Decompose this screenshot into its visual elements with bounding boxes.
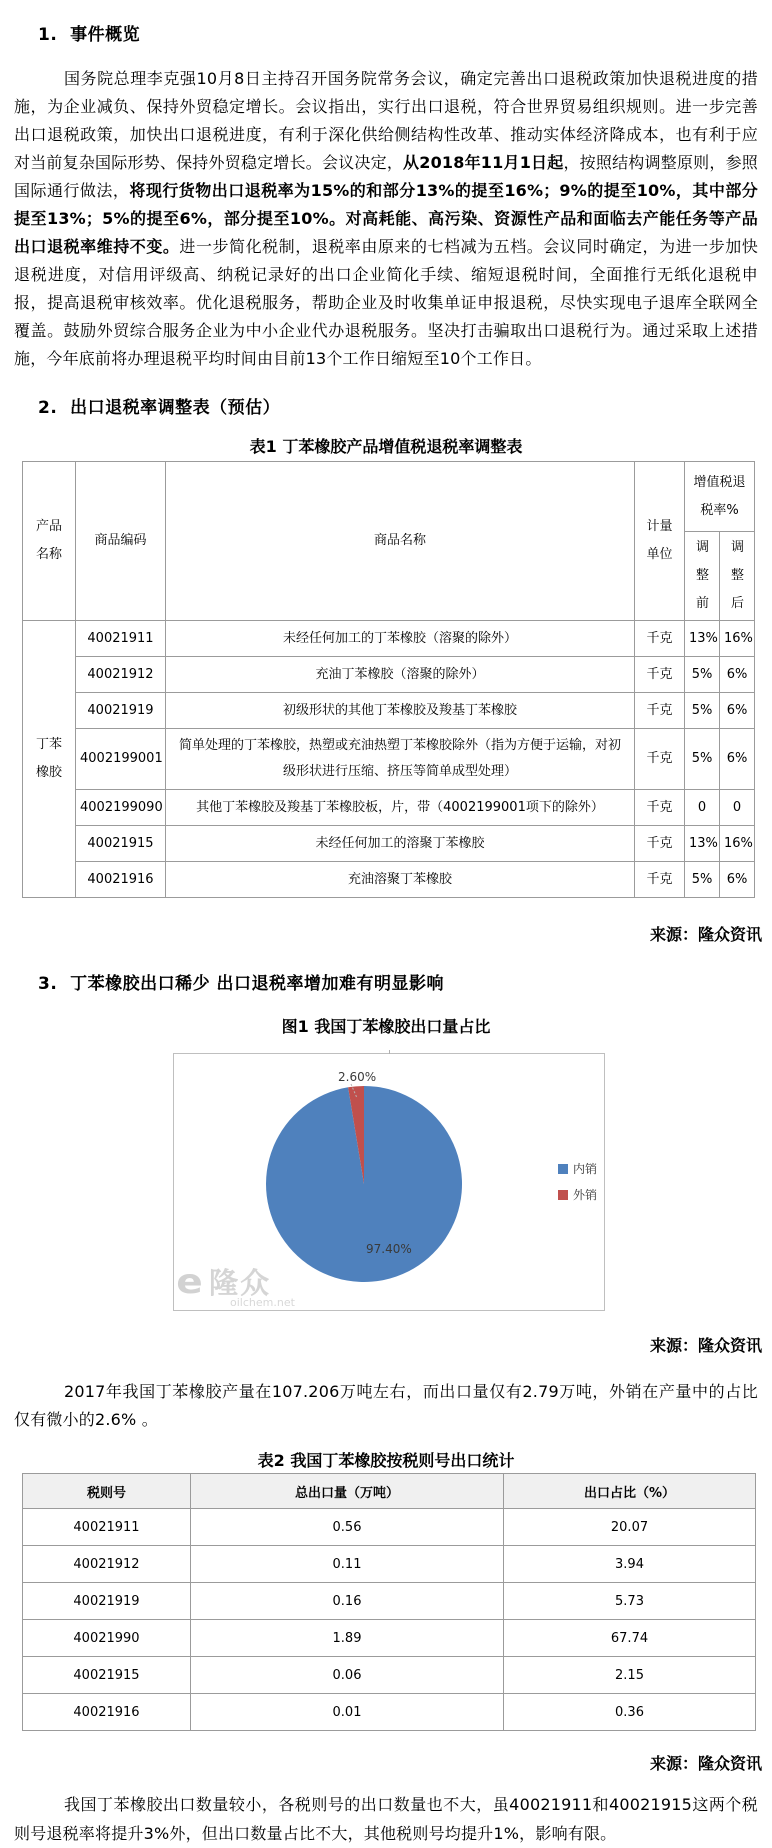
table1-header-unit: 计量单位 [635, 462, 685, 621]
table1-cell-unit: 千克 [635, 729, 685, 790]
conclusion-paragraph: 我国丁苯橡胶出口数量较小，各税则号的出口数量也不大，虽40021911和40021915这两个税则号退税率将提升3%外，但出口数量占比不大，其他税则号均提升1%，影响有限。 [14, 1795, 758, 1843]
section-2-heading: 2. 出口退税率调整表（预估） [38, 398, 281, 418]
table2-cell-1: 0.16 [191, 1583, 504, 1620]
watermark-logo-text: 隆众 [209, 1266, 272, 1300]
table1-header-after: 调整后 [720, 532, 755, 621]
table1-cell-name: 充油溶聚丁苯橡胶 [166, 862, 635, 898]
table2-cell-0: 40021915 [23, 1657, 191, 1694]
table2-cell-1: 0.11 [191, 1546, 504, 1583]
para1-seg-2: ，按照结构调整原则，参照国际通行做法， [14, 153, 758, 200]
table1-cell-before: 13% [685, 826, 720, 862]
table2-row [23, 1583, 756, 1620]
table2-caption: 表2 我国丁苯橡胶按税则号出口统计 [257, 1451, 515, 1470]
production-export-paragraph: 2017年我国丁苯橡胶产量在107.206万吨左右，而出口量仅有2.79万吨，外销在产量中的占比仅有微小的2.6% 。 [14, 1382, 758, 1429]
table2-cell-2: 20.07 [504, 1509, 756, 1546]
table1-cell-after: 6% [720, 657, 755, 693]
table1-cell-name: 未经任何加工的丁苯橡胶（溶聚的除外） [166, 621, 635, 657]
table1-row [23, 729, 755, 790]
table1-cell-name: 初级形状的其他丁苯橡胶及羧基丁苯橡胶 [166, 693, 635, 729]
pie-datalabel-domestic: 97.40% [366, 1242, 412, 1256]
table1-cell-unit: 千克 [635, 826, 685, 862]
table1-cell-code: 4002199001 [76, 729, 166, 790]
table1-header-vat-rate: 增值税退税率% [685, 462, 755, 532]
table1-cell-code: 40021915 [76, 826, 166, 862]
table1-row [23, 826, 755, 862]
table1-header-code: 商品编码 [76, 462, 166, 621]
table2-cell-2: 2.15 [504, 1657, 756, 1694]
table1-cell-code: 4002199090 [76, 790, 166, 826]
table2-cell-2: 3.94 [504, 1546, 756, 1583]
table1-cell-code: 40021912 [76, 657, 166, 693]
table1-cell-code: 40021911 [76, 621, 166, 657]
table2-header [23, 1474, 756, 1509]
para1-seg-4: 进一步简化税制，退税率由原来的七档减为五档。会议同时确定，为进一步加快退税进度，对信用评级高、纳税记录好的出口企业简化手续、缩短退税时间，全面推行无纸化退税申报，提高退税审核效率。优化退税服务，帮助企业及时收集单证申报退税，尽快实现电子退库全联网全覆盖。鼓励外贸综合服务企业为中小企业代办退税服务。坚决打击骗取出口退税行为。通过采取上述措施，今年底前将办理退税平均时间由目前13个工作日缩短至10个工作日。 [14, 237, 758, 368]
table1-cell-code: 40021919 [76, 693, 166, 729]
table1-row [23, 693, 755, 729]
table1-cell-before: 5% [685, 729, 720, 790]
table1-header-product: 产品名称 [23, 462, 76, 621]
table2-header-share: 出口占比（%） [504, 1474, 756, 1509]
table2-row [23, 1546, 756, 1583]
watermark-logo-e: e [176, 1262, 203, 1302]
table1-cell-after: 0 [720, 790, 755, 826]
para1-seg-0: 国务院总理李克强10月8日主持召开国务院常务会议，确定完善出口退税政策加快退税进度的措施，为企业减负、保持外贸稳定增长。会议指出，实行出口退税，符合世界贸易组织规则。进一步完善出口退税政策，加快出口退税进度，有利于深化供给侧结构性改革、推动实体经济降成本，也有利于应对当前复杂国际形势、保持外贸稳定增长。会议决定， [14, 69, 758, 172]
table2-row [23, 1694, 756, 1731]
legend-swatch-export [558, 1190, 568, 1200]
pie-slice-domestic [266, 1086, 462, 1282]
legend-item-export [558, 1186, 597, 1203]
table2-cell-2: 5.73 [504, 1583, 756, 1620]
table1-cell-name: 未经任何加工的溶聚丁苯橡胶 [166, 826, 635, 862]
table1-header-before: 调整前 [685, 532, 720, 621]
table1-cell-before: 13% [685, 621, 720, 657]
table1-cell-before: 0 [685, 790, 720, 826]
event-overview-paragraph [14, 65, 758, 373]
table1-caption: 表1 丁苯橡胶产品增值税退税率调整表 [249, 437, 523, 456]
table2-row [23, 1509, 756, 1546]
para1-seg-1-bold: 从2018年11月1日起 [403, 153, 564, 172]
table1-cell-after: 6% [720, 729, 755, 790]
table1-cell-unit: 千克 [635, 621, 685, 657]
legend-label-export: 外销 [573, 1188, 598, 1202]
table1-cell-name: 充油丁苯橡胶（溶聚的除外） [166, 657, 635, 693]
chart-frame-tick [389, 1050, 390, 1054]
table2-cell-0: 40021911 [23, 1509, 191, 1546]
legend-item-domestic [558, 1160, 597, 1177]
export-share-pie-chart [173, 1053, 605, 1311]
product-group-cell: 丁苯橡胶 [23, 621, 76, 898]
table1-row [23, 862, 755, 898]
table1-cell-before: 5% [685, 862, 720, 898]
table1-row [23, 790, 755, 826]
table2-row [23, 1620, 756, 1657]
table2-cell-2: 0.36 [504, 1694, 756, 1731]
table1-cell-unit: 千克 [635, 790, 685, 826]
table2-cell-2: 67.74 [504, 1620, 756, 1657]
table1-header-name: 商品名称 [166, 462, 635, 621]
table2-cell-1: 1.89 [191, 1620, 504, 1657]
table2-cell-0: 40021912 [23, 1546, 191, 1583]
table2-header-tariff: 税则号 [23, 1474, 191, 1509]
table1-cell-after: 6% [720, 693, 755, 729]
report-document [0, 20, 772, 1848]
table1-body [23, 621, 755, 898]
table1-cell-name: 其他丁苯橡胶及羧基丁苯橡胶板，片，带（4002199001项下的除外） [166, 790, 635, 826]
table2-body [23, 1509, 756, 1731]
figure1-caption: 图1 我国丁苯橡胶出口量占比 [281, 1017, 491, 1036]
table1-header [23, 462, 755, 621]
watermark-domain: oilchem.net [230, 1296, 295, 1309]
table1-cell-before: 5% [685, 657, 720, 693]
para1-seg-3-bold: 将现行货物出口退税率为15%的和部分13%的提至16%；9%的提至10%，其中部分提至13%；5%的提至6%，部分提至10%。对高耗能、高污染、资源性产品和面临去产能任务等产品出口退税率维持不变。 [14, 181, 758, 256]
table1-cell-unit: 千克 [635, 862, 685, 898]
pie-datalabel-export: 2.60% [338, 1070, 377, 1084]
section-1-heading: 1. 事件概览 [38, 25, 141, 45]
pie-legend [558, 1160, 597, 1212]
table2-row [23, 1657, 756, 1694]
table1-cell-unit: 千克 [635, 693, 685, 729]
legend-label-domestic: 内销 [573, 1162, 598, 1176]
table1-row [23, 657, 755, 693]
source-line-2: 来源：隆众资讯 [649, 1336, 762, 1355]
vat-rebate-table [22, 461, 755, 898]
table1-row [23, 621, 755, 657]
table2-cell-1: 0.01 [191, 1694, 504, 1731]
legend-swatch-domestic [558, 1164, 568, 1174]
table1-cell-name: 简单处理的丁苯橡胶，热塑或充油热塑丁苯橡胶除外（指为方便于运输，对初级形状进行压缩、挤压等简单成型处理） [166, 729, 635, 790]
table1-cell-after: 6% [720, 862, 755, 898]
table1-cell-before: 5% [685, 693, 720, 729]
table1-cell-after: 16% [720, 826, 755, 862]
table1-cell-unit: 千克 [635, 657, 685, 693]
oilchem-watermark [176, 1262, 295, 1310]
table1-cell-after: 16% [720, 621, 755, 657]
table2-cell-1: 0.56 [191, 1509, 504, 1546]
table1-cell-code: 40021916 [76, 862, 166, 898]
table2-cell-0: 40021919 [23, 1583, 191, 1620]
table2-cell-0: 40021990 [23, 1620, 191, 1657]
table2-cell-1: 0.06 [191, 1657, 504, 1694]
table2-cell-0: 40021916 [23, 1694, 191, 1731]
table2-header-volume: 总出口量（万吨） [191, 1474, 504, 1509]
export-stats-table [22, 1473, 756, 1731]
source-line-1: 来源：隆众资讯 [649, 925, 762, 944]
source-line-3: 来源：隆众资讯 [649, 1754, 762, 1773]
section-3-heading: 3. 丁苯橡胶出口稀少 出口退税率增加难有明显影响 [38, 974, 445, 994]
